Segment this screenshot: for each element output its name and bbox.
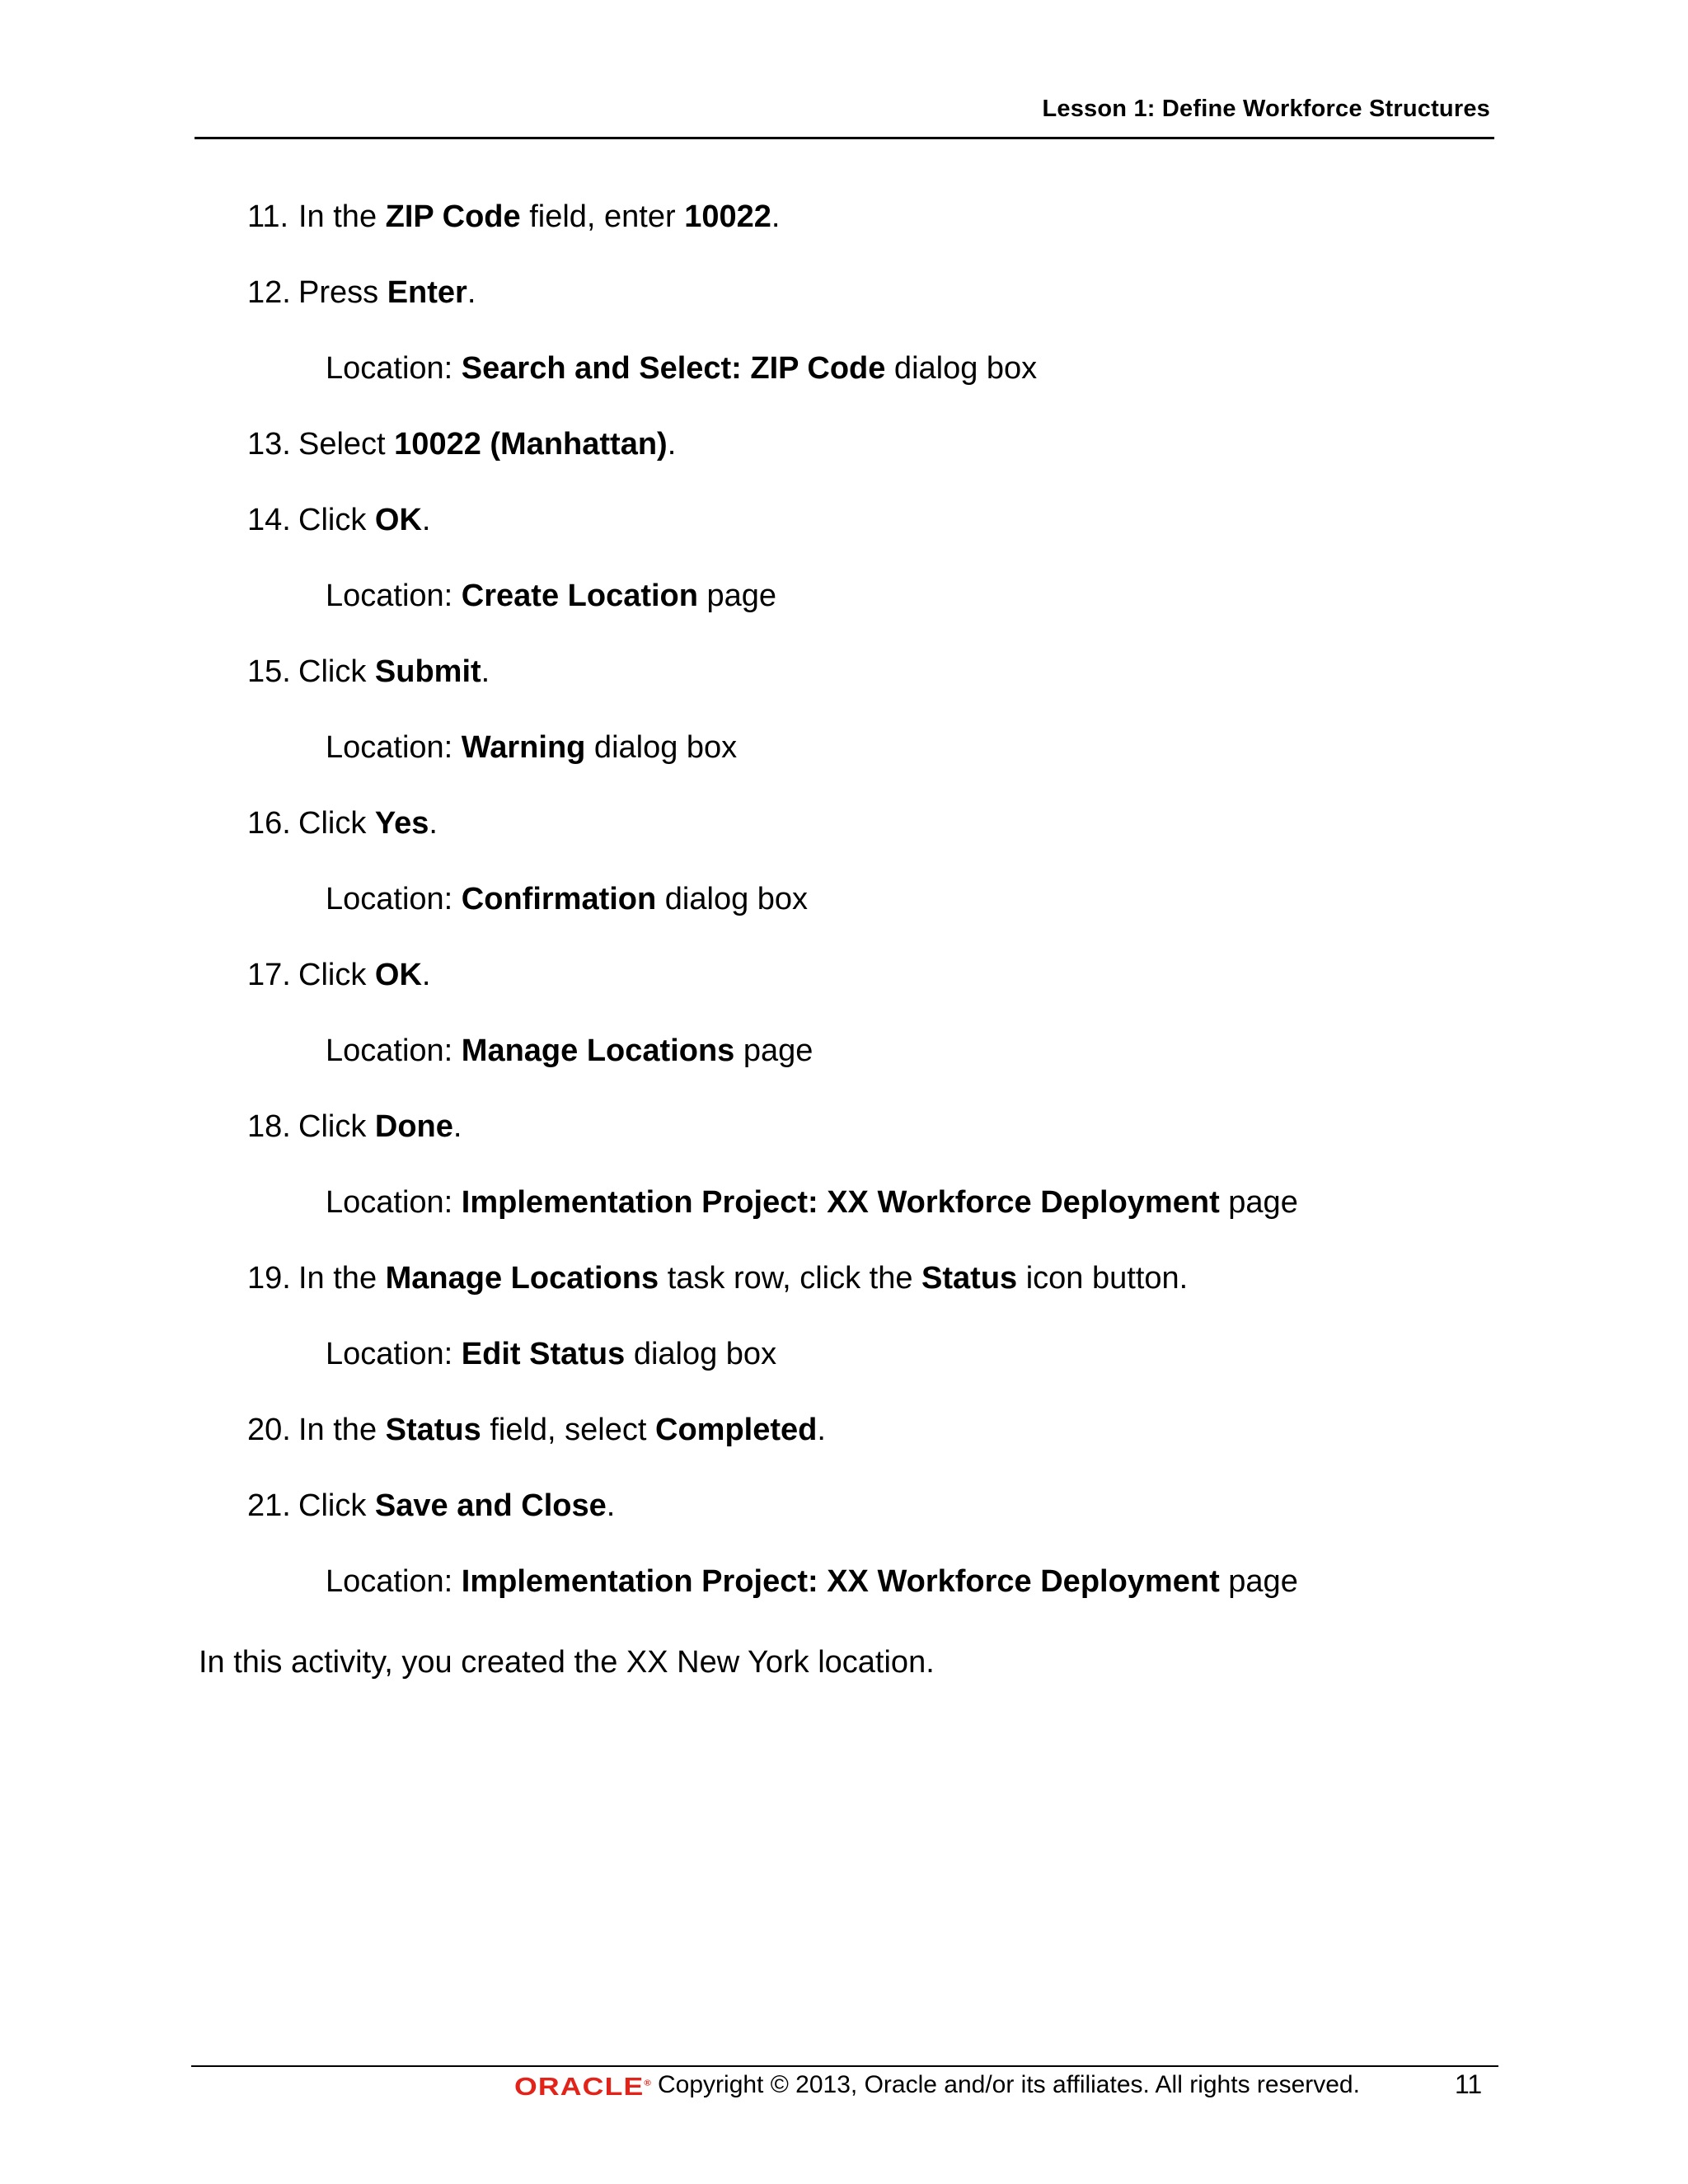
location-name: Manage Locations [461,1033,735,1068]
step-text: field, select [481,1413,655,1447]
step-text: Click [298,806,375,841]
step-text: . [452,1109,462,1144]
step-17 [247,956,430,994]
step-keyword: Status [921,1261,1018,1296]
activity-summary: In this activity, you created the XX New York location. [199,1645,935,1680]
location-label: Location: [326,579,462,613]
location-type: page [1219,1185,1298,1220]
step-text: Click [298,958,375,992]
step-number: 13. [247,427,291,462]
step-keyword: Status [385,1413,481,1447]
step-13 [247,425,676,463]
step-15 [247,653,490,691]
step-text: Press [298,275,387,310]
location-type: dialog box [625,1337,777,1371]
step-text: Select [298,427,395,462]
step-text: . [667,427,677,462]
location-label: Location: [326,351,462,386]
location-note [326,1563,1298,1601]
location-name: Implementation Project: XX Workforce Deployment [461,1185,1220,1220]
step-number: 17. [247,958,291,992]
step-keyword: ZIP Code [385,199,521,234]
oracle-logo: ORACLE® [514,2072,653,2101]
location-note [326,1335,776,1373]
location-label: Location: [326,1564,462,1599]
footer-divider [191,2065,1498,2067]
step-number: 19. [247,1261,291,1296]
location-note [326,349,1037,387]
location-label: Location: [326,1337,462,1371]
step-21 [247,1487,615,1525]
step-keyword: OK [374,503,422,537]
location-name: Edit Status [461,1337,626,1371]
step-text: field, enter [520,199,685,234]
step-text: Click [298,503,375,537]
location-name: Search and Select: ZIP Code [461,351,886,386]
step-text: In the [298,1413,386,1447]
location-note [326,1032,813,1070]
location-note [326,729,737,766]
location-type: dialog box [656,882,809,916]
step-number: 11. [247,199,289,234]
location-name: Implementation Project: XX Workforce Deployment [461,1564,1220,1599]
step-text: In the [298,1261,386,1296]
step-text: . [421,958,431,992]
step-16 [247,804,438,842]
step-text: . [481,654,490,689]
location-name: Confirmation [461,882,657,916]
step-keyword: 10022 [684,199,771,234]
step-number: 20. [247,1413,291,1447]
step-text: Click [298,1109,375,1144]
step-keyword: OK [374,958,422,992]
header-divider [195,137,1494,139]
step-number: 18. [247,1109,291,1144]
location-note [326,1183,1298,1221]
step-number: 21. [247,1488,291,1523]
location-name: Create Location [461,579,698,613]
step-18 [247,1108,462,1146]
location-type: page [1219,1564,1298,1599]
step-text: icon button. [1017,1261,1189,1296]
step-text: . [817,1413,826,1447]
step-text: Click [298,1488,375,1523]
location-note [326,577,776,615]
step-text: In the [298,199,386,234]
location-type: dialog box [585,730,738,765]
page-number: 11 [1455,2069,1483,2099]
location-type: page [734,1033,814,1068]
step-14 [247,501,430,539]
location-type: dialog box [885,351,1038,386]
step-19 [247,1259,1188,1297]
step-text: . [429,806,438,841]
step-11 [247,198,780,236]
step-number: 12. [247,275,291,310]
location-name: Warning [461,730,586,765]
step-number: 15. [247,654,291,689]
step-text: . [771,199,781,234]
location-label: Location: [326,1033,462,1068]
step-keyword: Save and Close [374,1488,607,1523]
step-text: . [606,1488,616,1523]
location-label: Location: [326,730,462,765]
step-12 [247,274,476,312]
location-label: Location: [326,1185,462,1220]
step-text: task row, click the [659,1261,922,1296]
page-header-title: Lesson 1: Define Workforce Structures [1042,96,1490,122]
step-20 [247,1411,826,1449]
step-number: 16. [247,806,291,841]
location-note [326,880,808,918]
location-type: page [697,579,777,613]
step-keyword: Manage Locations [385,1261,659,1296]
location-label: Location: [326,882,462,916]
step-text: . [421,503,431,537]
step-keyword: 10022 (Manhattan) [394,427,668,462]
step-text: Click [298,654,375,689]
step-number: 14. [247,503,291,537]
step-keyword: Yes [374,806,429,841]
copyright-notice: Copyright © 2013, Oracle and/or its affiliates. All rights reserved. [658,2071,1360,2098]
step-text: . [467,275,476,310]
step-keyword: Submit [374,654,481,689]
step-keyword: Completed [655,1413,818,1447]
step-keyword: Enter [387,275,467,310]
step-keyword: Done [374,1109,453,1144]
